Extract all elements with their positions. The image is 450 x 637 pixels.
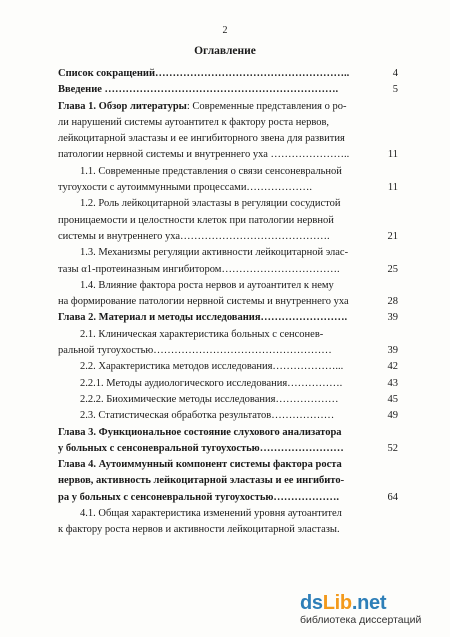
toc-page-number: 45 bbox=[387, 393, 398, 405]
toc-page-number: 39 bbox=[387, 312, 398, 324]
toc-page-number: 28 bbox=[387, 296, 398, 308]
toc-entry-line: 1.2. Роль лейкоцитарной эластазы в регуляции сосудистой bbox=[80, 198, 341, 210]
toc-entry bbox=[58, 164, 398, 197]
toc-title: Оглавление bbox=[194, 45, 256, 57]
page-number: 2 bbox=[222, 25, 228, 36]
toc-entry bbox=[58, 392, 398, 408]
toc-entry bbox=[58, 359, 398, 375]
watermark-subtitle: библиотека диссертаций bbox=[300, 614, 422, 626]
toc-entry bbox=[58, 408, 398, 424]
toc-entry-line: 1.1. Современные представления о связи сенсоневральной bbox=[80, 165, 342, 177]
toc-entry-line: 4.1. Общая характеристика изменений уровня аутоантител bbox=[80, 508, 342, 520]
toc-page-number: 11 bbox=[387, 149, 398, 161]
watermark-brand-lib: Lib bbox=[322, 592, 352, 614]
watermark-brand-ds: ds bbox=[300, 592, 323, 614]
toc-entry-line: Глава 1. Обзор литературы: Современные представления о ро- bbox=[58, 100, 347, 112]
toc-entry-line: 1.4. Влияние фактора роста нервов и аутоантител к нему bbox=[80, 279, 334, 291]
toc-entry bbox=[58, 506, 398, 539]
toc-entry-line: 2.2.1. Методы аудиологического исследования……………. bbox=[80, 377, 343, 389]
toc-entry bbox=[58, 66, 398, 82]
toc-entry bbox=[58, 457, 398, 506]
toc-page-number: 49 bbox=[387, 410, 398, 422]
toc-entry-line: проницаемости и целостности клеток при патологии нервной bbox=[58, 214, 334, 226]
toc-entry-line: Введение …………………………………………………………. bbox=[58, 84, 339, 96]
toc-entry-line: 2.3. Статистическая обработка результатов……………… bbox=[80, 410, 335, 422]
dslib-watermark-logo bbox=[300, 592, 440, 626]
toc-entry bbox=[58, 425, 398, 458]
toc-page-number: 43 bbox=[387, 377, 398, 389]
toc-entry bbox=[58, 376, 398, 392]
toc-entry-line: ра у больных с сенсоневральной тугоухостью………………. bbox=[58, 491, 340, 503]
toc-page-number: 39 bbox=[387, 345, 398, 357]
toc-entry-line: 1.3. Механизмы регуляции активности лейкоцитарной элас- bbox=[80, 247, 349, 259]
toc-entry bbox=[58, 196, 398, 245]
toc-entry-line: Глава 2. Материал и методы исследования……………………. bbox=[58, 312, 348, 324]
toc-entry-line: 2.2.2. Биохимические методы исследования……………… bbox=[80, 393, 339, 405]
toc-entry bbox=[58, 278, 398, 311]
toc-entry-line: патологии нервной системы и внутреннего уха ………………….. bbox=[58, 149, 350, 161]
toc-entry-line: ральной тугоухостью…………………………………………… bbox=[58, 345, 332, 357]
toc-page-number: 4 bbox=[392, 68, 398, 79]
toc-entry-line: Список сокращений……………………………………………….. bbox=[58, 68, 350, 79]
toc-entry-line: лейкоцитарной эластазы и ее ингибиторного звена для развития bbox=[58, 133, 345, 145]
toc-entry-line: тазы α1-протеиназным ингибитором……………………………. bbox=[58, 263, 340, 275]
toc-page-number: 25 bbox=[387, 263, 398, 275]
toc-entry-line: ли нарушений системы аутоантител к фактору роста нервов, bbox=[58, 116, 330, 128]
watermark-brand-net: .net bbox=[351, 592, 387, 614]
toc-entry bbox=[58, 82, 398, 98]
toc-entry-line: Глава 4. Аутоиммунный компонент системы фактора роста bbox=[58, 459, 342, 471]
toc-entry-line: Глава 3. Функциональное состояние слухового анализатора bbox=[58, 426, 342, 438]
toc-entry-line: тугоухости с аутоиммунными процессами………………. bbox=[58, 182, 313, 194]
toc-page-number: 52 bbox=[387, 442, 398, 454]
toc-entry-line: у больных с сенсоневральной тугоухостью…………………… bbox=[58, 442, 344, 454]
toc-entry-line: на формирование патологии нервной системы и внутреннего уха bbox=[58, 296, 349, 308]
table-of-contents bbox=[58, 66, 398, 539]
toc-entry bbox=[58, 245, 398, 278]
toc-page-number: 64 bbox=[387, 491, 398, 503]
toc-page-number: 11 bbox=[387, 182, 398, 194]
toc-page-number: 42 bbox=[387, 361, 398, 373]
toc-page-number: 5 bbox=[392, 84, 398, 96]
toc-entry-line: 2.1. Клиническая характеристика больных с сенсонев- bbox=[80, 328, 324, 340]
toc-entry-line: нервов, активность лейкоцитарной эластазы и ее ингибито- bbox=[58, 475, 345, 487]
toc-page-number: 21 bbox=[387, 230, 398, 242]
toc-entry bbox=[58, 327, 398, 360]
toc-entry-line: к фактору роста нервов и активности лейкоцитарной эластазы. bbox=[58, 524, 340, 536]
toc-entry bbox=[58, 99, 398, 164]
toc-entry-line: системы и внутреннего уха……………………………………. bbox=[58, 230, 330, 242]
toc-entry bbox=[58, 310, 398, 326]
toc-entry-line: 2.2. Характеристика методов исследования………………... bbox=[80, 361, 344, 373]
watermark-brand bbox=[300, 592, 440, 614]
